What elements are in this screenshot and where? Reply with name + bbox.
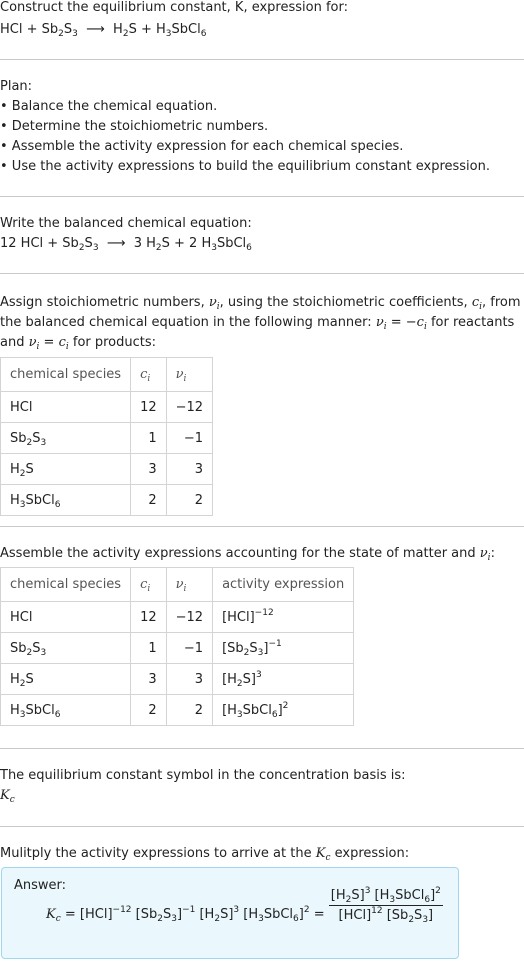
column-header: chemical species	[1, 358, 131, 392]
balanced-title: Write the balanced chemical equation:	[0, 216, 252, 231]
stoich-number-cell: 3	[166, 454, 212, 485]
activity-cell: $[H_2S]^3$	[213, 664, 354, 695]
plan-title: Plan:	[0, 79, 33, 94]
stoich-number-cell: 2	[166, 485, 212, 516]
species-cell: $H_3SbCl_6$	[1, 695, 131, 726]
table-row	[1, 454, 213, 485]
table-row	[1, 485, 213, 516]
divider	[0, 196, 524, 197]
species-cell: $H_2S$	[1, 664, 131, 695]
balanced-equation: 12 HCl + $Sb_2S_3$ ⟶ 3 $H_2S + 2$ $H_3SbCl_6$	[0, 236, 252, 253]
divider	[0, 59, 524, 60]
divider	[0, 273, 524, 274]
plan-item: • Determine the stoichiometric numbers.	[0, 119, 269, 134]
answer-box	[1, 867, 459, 959]
stoich-number-cell: 2	[166, 695, 212, 726]
activity-text: Assemble the activity expressions accounting for the state of matter and $\nu_i$:	[0, 546, 495, 563]
answer-expression: $K_c = [HCl]^{-12}$ $[Sb_2S_3]^{-1}$ $[H_2S]^3$ $[H_3SbCl_6]^2$ = $\frac{[H_2S]^3 [H_3SbCl_6]^2}{[HCl]^{12} [Sb_2S_3]}$	[46, 886, 441, 925]
plan-item: • Balance the chemical equation.	[0, 99, 218, 114]
species-cell: $Sb_2S_3$	[1, 633, 131, 664]
coefficient-cell: 2	[131, 695, 167, 726]
species-cell: $Sb_2S_3$	[1, 423, 131, 454]
assign-line3: and $\nu_i = c_i$ for products:	[0, 335, 157, 352]
species-cell: HCl	[1, 392, 131, 423]
table-row	[1, 602, 354, 633]
table-row	[1, 423, 213, 454]
divider	[0, 526, 524, 527]
assign-line2: the balanced chemical equation in the following manner: $\nu_i = -c_i$ for reactants	[0, 315, 515, 332]
divider	[0, 748, 524, 749]
coefficient-cell: 12	[131, 602, 167, 633]
column-header: $c_i$	[131, 568, 167, 602]
plan-item: • Use the activity expressions to build the equilibrium constant expression.	[0, 159, 490, 174]
reaction-equation: HCl + $Sb_2S_3$ ⟶ $H_2S$ + $H_3SbCl_6$	[0, 22, 207, 39]
multiply-text: Mulitply the activity expressions to arrive at the $K_c$ expression:	[0, 846, 410, 863]
symbol-value: $K_c$	[0, 788, 15, 805]
coefficient-cell: 12	[131, 392, 167, 423]
answer-label: Answer:	[14, 878, 67, 893]
activity-cell: $[H_3SbCl_6]^2$	[213, 695, 354, 726]
column-header: chemical species	[1, 568, 131, 602]
table-row	[1, 695, 354, 726]
symbol-text: The equilibrium constant symbol in the concentration basis is:	[0, 768, 406, 783]
coefficient-cell: 2	[131, 485, 167, 516]
species-cell: $H_3SbCl_6$	[1, 485, 131, 516]
assign-line1: Assign stoichiometric numbers, $\nu_i$, using the stoichiometric coefficients, $c_i$, from	[0, 295, 521, 312]
activity-cell: $[Sb_2S_3]^{-1}$	[213, 633, 354, 664]
coefficient-cell: 3	[131, 454, 167, 485]
stoich-number-cell: −12	[166, 602, 212, 633]
stoich-number-cell: −12	[166, 392, 212, 423]
coefficient-cell: 3	[131, 664, 167, 695]
table-header-row	[1, 568, 354, 602]
stoichiometry-table	[0, 357, 213, 516]
stoich-number-cell: −1	[166, 423, 212, 454]
stoich-number-cell: −1	[166, 633, 212, 664]
table-row	[1, 664, 354, 695]
coefficient-cell: 1	[131, 633, 167, 664]
plan-item: • Assemble the activity expression for each chemical species.	[0, 139, 404, 154]
table-row	[1, 392, 213, 423]
activity-cell: [HCl]$^{-12}$	[213, 602, 354, 633]
column-header: $\nu_i$	[166, 358, 212, 392]
stoich-number-cell: 3	[166, 664, 212, 695]
column-header: $c_i$	[131, 358, 167, 392]
activity-table	[0, 567, 354, 726]
intro-text: Construct the equilibrium constant, K, expression for:	[0, 0, 348, 15]
column-header: $\nu_i$	[166, 568, 212, 602]
column-header: activity expression	[213, 568, 354, 602]
species-cell: HCl	[1, 602, 131, 633]
table-header-row	[1, 358, 213, 392]
species-cell: $H_2S$	[1, 454, 131, 485]
table-row	[1, 633, 354, 664]
answer-fraction: $\frac{[H_2S]^3 [H_3SbCl_6]^2}{[HCl]^{12} [Sb_2S_3]}$	[330, 886, 441, 925]
coefficient-cell: 1	[131, 423, 167, 454]
divider	[0, 826, 524, 827]
